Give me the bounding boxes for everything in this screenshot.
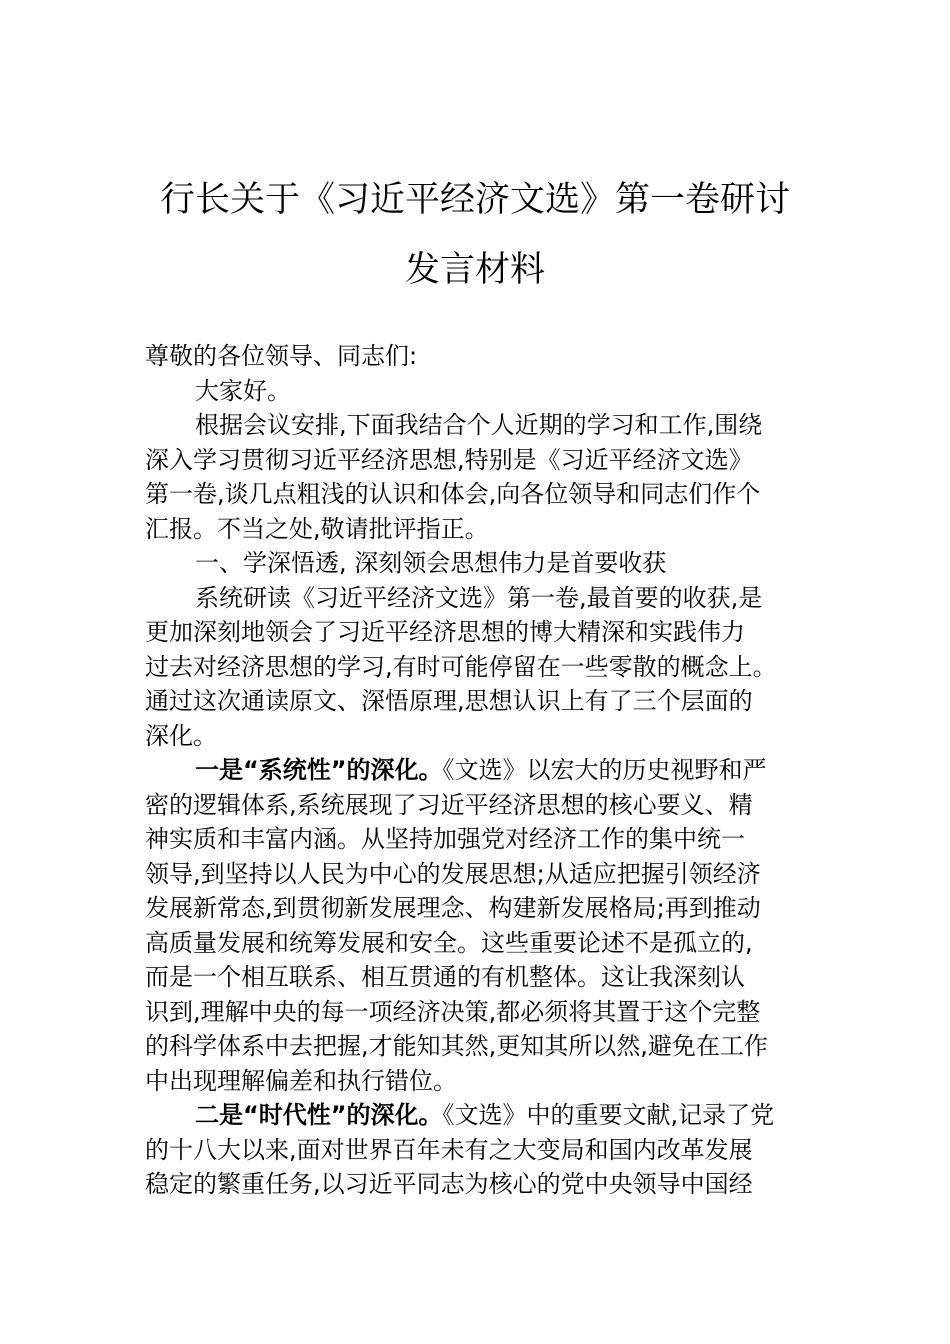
document-body — [145, 339, 815, 1202]
text-line: 密的逻辑体系,系统展现了习近平经济思想的核心要义、精 — [145, 790, 753, 819]
document-title-line-2: 发言材料 — [404, 250, 545, 290]
text-line: 通过这次通读原文、深悟原理,思想认识上有了三个层面的 — [145, 687, 753, 715]
text-line: 稳定的繁重任务,以习近平同志为核心的党中央领导中国经 — [145, 1170, 753, 1198]
point-lead-bold: 二是“时代性”的深化。 — [195, 1101, 443, 1129]
salutation: 尊敬的各位领导、同志们: — [145, 342, 418, 370]
text-line: 神实质和丰富内涵。从坚持加强党对经济工作的集中统一 — [145, 825, 745, 853]
point-lead-text: 《文选》中的重要文献,记录了党 — [442, 1101, 775, 1129]
text-line: 的十八大以来,面对世界百年未有之大变局和国内改革发展 — [145, 1135, 753, 1164]
text-line: 领导,到坚持以人民为中心的发展思想;从适应把握引领经济 — [145, 859, 761, 888]
text-line: 第一卷,谈几点粗浅的认识和体会,向各位领导和同志们作个 — [145, 480, 761, 508]
point-lead-bold: 一是“系统性”的深化。 — [195, 756, 443, 784]
text-line: 过去对经济思想的学习,有时可能停留在一些零散的概念上。 — [145, 652, 777, 681]
document-title-line-1: 行长关于《习近平经济文选》第一卷研讨 — [159, 180, 790, 220]
section-heading: 一、学深悟透, 深刻领会思想伟力是首要收获 — [195, 549, 667, 577]
text-line: 识到,理解中央的每一项经济决策,都必须将其置于这个完整 — [145, 997, 761, 1026]
text-line: 根据会议安排,下面我结合个人近期的学习和工作,围绕 — [195, 411, 763, 439]
text-line: 发展新常态,到贯彻新发展理念、构建新发展格局;再到推动 — [145, 894, 761, 922]
text-line — [145, 753, 815, 788]
text-line: 更加深刻地领会了习近平经济思想的博大精深和实践伟力 — [145, 618, 745, 646]
text-line: 深入学习贯彻习近平经济思想,特别是《习近平经济文选》 — [145, 445, 753, 474]
point-lead-text: 《文选》以宏大的历史视野和严 — [442, 756, 767, 784]
text-line: 高质量发展和统筹发展和安全。这些重要论述不是孤立的, — [145, 928, 753, 957]
text-line — [145, 1098, 815, 1133]
text-line: 的科学体系中去把握,才能知其然,更知其所以然,避免在工作 — [145, 1032, 768, 1060]
text-line: 中出现理解偏差和执行错位。 — [145, 1066, 457, 1095]
text-line: 汇报。不当之处,敬请批评指正。 — [145, 514, 489, 543]
greeting: 大家好。 — [195, 376, 291, 405]
text-line: 而是一个相互联系、相互贯通的有机整体。这让我深刻认 — [145, 963, 745, 991]
text-line: 深化。 — [145, 721, 217, 750]
text-line: 系统研读《习近平经济文选》第一卷,最首要的收获,是 — [195, 583, 763, 612]
